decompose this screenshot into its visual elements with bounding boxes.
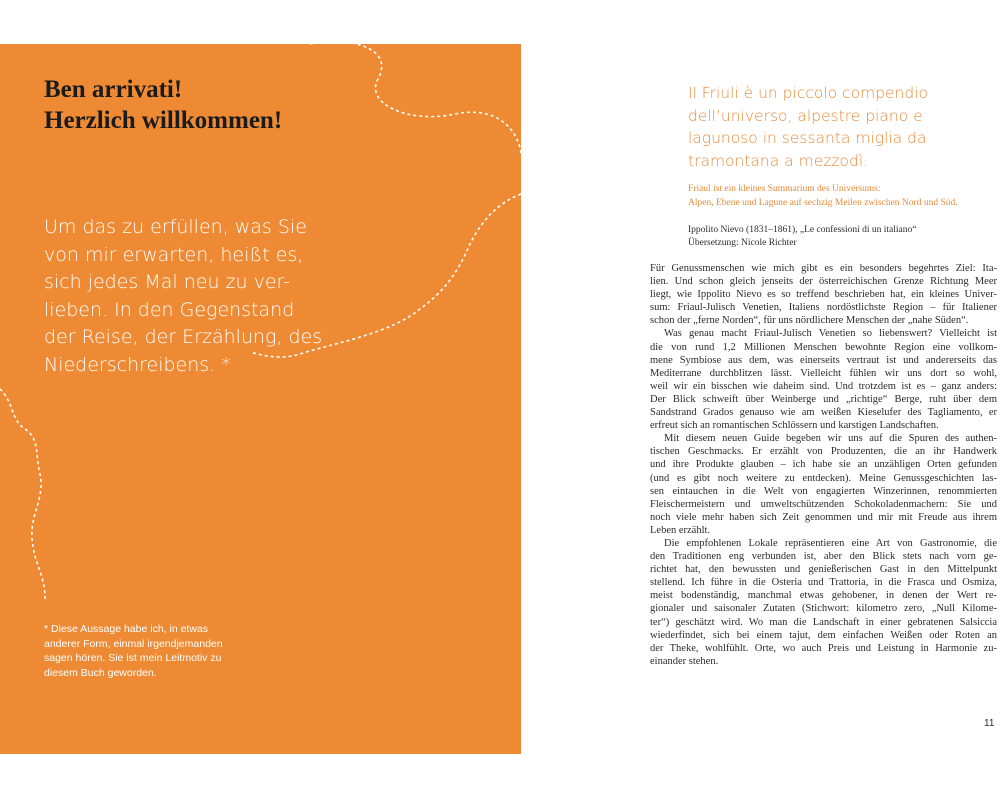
intro-line: der Reise, der Erzählung, des	[44, 326, 323, 348]
body-line: sen eintauchen in die Welt von engagierten Winzerinnen, renommierten	[650, 485, 997, 497]
body-line: weil wir ein bisschen wie daheim sind. Und trotzdem ist es – ganz anders:	[650, 380, 997, 392]
footnote-line: sagen hören. Sie ist mein Leitmotiv zu	[44, 652, 222, 664]
quote-line: lagunoso in sessanta miglia da	[688, 129, 927, 147]
body-line: die von rund 1,2 Millionen Menschen bewohnte Region eine vollkom-	[650, 341, 997, 353]
body-line: Mit diesem neuen Guide begeben wir uns auf die Spuren des authen-	[664, 433, 997, 445]
body-text	[650, 262, 997, 668]
intro-line: sich jedes Mal neu zu ver-	[44, 271, 290, 293]
footnote	[44, 622, 264, 680]
left-page-orange-panel	[0, 44, 521, 754]
body-line: Der Blick schweift über Weinberge und „richtige“ Berge, ruht über dem	[650, 393, 997, 405]
welcome-heading	[44, 74, 464, 136]
body-line: meist bodenständig, manchmal etwas gehobener, in denen der Wert re-	[650, 590, 997, 602]
footnote-line: diesem Buch geworden.	[44, 666, 157, 679]
translation-line: Alpen, Ebene und Lagune auf sechzig Meilen zwischen Nord und Süd.	[688, 197, 958, 208]
body-line: und ihre Produkte glauben – ich habe sie an unzähligen Orten gefunden	[650, 459, 997, 471]
quote-translation	[688, 183, 988, 210]
body-line: den Traditionen eng verbunden ist, aber den Blick stets nach vorn ge-	[650, 551, 997, 563]
quote-credit	[688, 224, 988, 250]
page-number: 11	[984, 718, 995, 729]
heading-line: Ben arrivati!	[44, 76, 183, 103]
body-line: Was genau macht Friaul-Julisch Venetien so liebenswert? Vielleicht ist	[664, 328, 997, 340]
credit-line: Ippolito Nievo (1831–1861), „Le confessioni di un italiano“	[688, 225, 917, 235]
credit-line: Übersetzung: Nicole Richter	[688, 238, 797, 248]
body-line: erfreut sich an romantischen Schlössern und karstigen Landschaften.	[650, 420, 939, 432]
intro-line: Niederschreibens. *	[44, 353, 231, 376]
body-line: schon der „ferne Norden“, für uns nördlichere Menschen der „nahe Süden“.	[650, 315, 969, 327]
translation-line: Friaul ist ein kleines Summarium des Universums:	[688, 184, 881, 194]
body-line: richtet hat, den bewussten und genießerischen Gast in den Mittelpunkt	[650, 564, 997, 576]
body-line: Fleischermeistern und umweltschützenden Schokoladenmachern: Sie und	[650, 498, 997, 510]
quote-line: dell’universo, alpestre piano e	[688, 106, 923, 125]
footnote-line: * Diese Aussage habe ich, in etwas	[44, 623, 209, 635]
body-line: liegt, wie Ippolito Nievo es so treffend beschrieben hat, ein kleines Univer-	[650, 289, 997, 301]
body-line: lien. Und schon gleich jenseits der österreichischen Grenze Richtung Meer	[650, 276, 997, 288]
body-line: Sandstrand Grados genauso wie am weißen Kieselufer des Tagliamento, er	[650, 407, 997, 419]
body-line: stellend. Ich führe in die Osteria und Trattoria, in die Frasca und Osmiza,	[650, 577, 997, 589]
body-line: mene Symbiose aus dem, was einerseits vertraut ist und andererseits das	[650, 354, 997, 366]
footnote-line: anderer Form, einmal irgendjemanden	[44, 637, 223, 650]
intro-line: lieben. In den Gegenstand	[44, 298, 295, 321]
body-line: noch viele mehr haben sich Zeit genommen und mir mit Freude aus ihrem	[650, 511, 997, 523]
body-line: Mediterrane durchblitzen lässt. Vielleicht fühlen wir uns dort so wohl,	[650, 367, 997, 379]
body-line: wiederfindet, sich bei einem tajut, dem einfachen Weißen oder Roten an	[650, 629, 997, 641]
intro-statement	[44, 214, 374, 379]
body-line: (und es gibt noch weitere zu entdecken). Meine Genussgeschichten las-	[650, 472, 997, 484]
body-line: ter“) geschätzt wird. Wo man die Landschaft in einer gebratenen Salsiccia	[650, 616, 997, 628]
body-line: gionaler und saisonaler Zutaten (Stichwort: kilometro zero, „Null Kilome-	[650, 603, 997, 615]
body-line: Für Genussmenschen wie mich gibt es ein besonders begehrtes Ziel: Ita-	[650, 263, 997, 274]
body-line: tischen Geschmacks. Er erzählt von Produzenten, die an ihr Handwerk	[650, 446, 997, 458]
heading-line: Herzlich willkommen!	[44, 107, 283, 134]
intro-line: von mir erwarten, heißt es,	[44, 243, 304, 266]
italian-quote	[688, 82, 988, 172]
body-line: Die empfohlenen Lokale repräsentieren eine Art von Gastronomie, die	[664, 537, 997, 549]
body-line: sum: Friaul-Julisch Venetien, Italiens nordöstlichste Region – für Italiener	[650, 302, 997, 314]
quote-line: tramontana a mezzodì.	[688, 151, 869, 170]
body-line: Leben erzählt.	[650, 524, 711, 536]
body-line: der Theke, wohlfühlt. Orte, wo auch Preis und Leistung in Harmonie zu-	[650, 642, 997, 654]
quote-line: Il Friuli è un piccolo compendio	[688, 84, 928, 102]
body-line: einander stehen.	[650, 655, 719, 667]
intro-line: Um das zu erfüllen, was Sie	[44, 216, 307, 238]
